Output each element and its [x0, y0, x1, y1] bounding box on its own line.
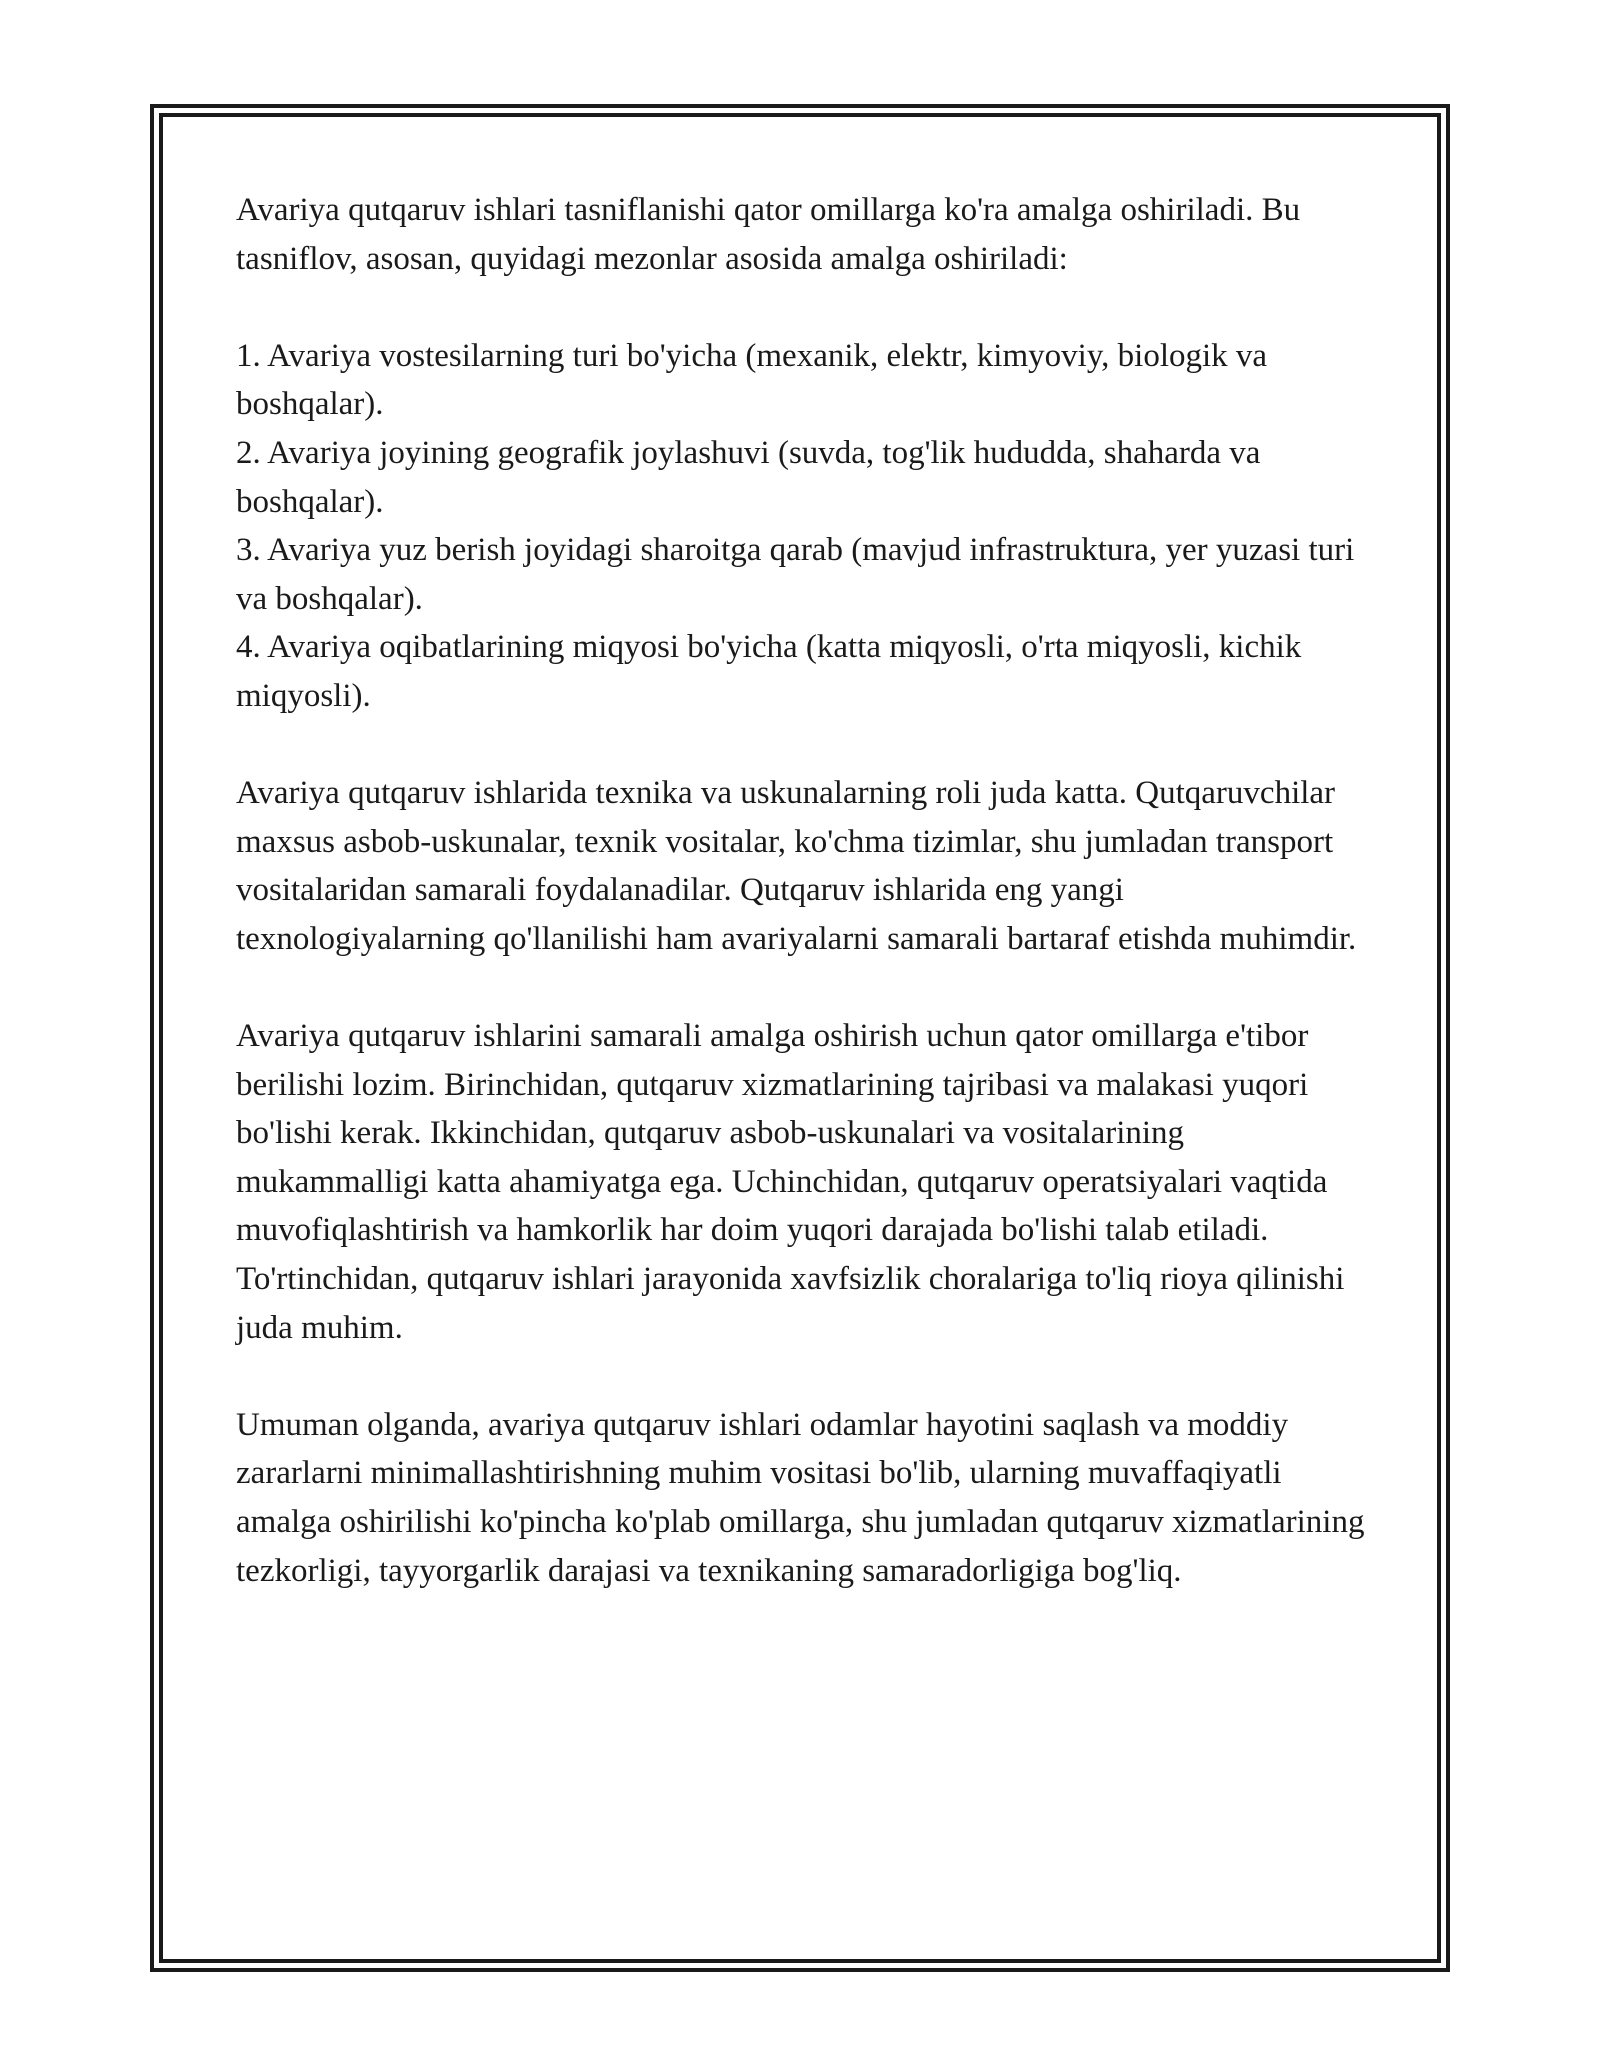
document-body — [236, 186, 1366, 1644]
intro-paragraph: Avariya qutqaruv ishlari tasniflanishi qator omillarga ko'ra amalga oshiriladi. Bu tasniflov, asosan, quyidagi mezonlar asosida amalga oshiriladi: — [236, 192, 1301, 277]
criteria-item-1: 1. Avariya vostesilarning turi bo'yicha (mexanik, elektr, kimyoviy, biologik va boshqalar). — [236, 337, 1268, 423]
criteria-list — [236, 332, 1366, 721]
criteria-item-3: 3. Avariya yuz berish joyidagi sharoitga qarab (mavjud infrastruktura, yer yuzasi turi va boshqalar). — [236, 532, 1355, 617]
factors-paragraph: Avariya qutqaruv ishlarini samarali amalga oshirish uchun qator omillarga e'tibor berilishi lozim. Birinchidan, qutqaruv xizmatlarining tajribasi va malakasi yuqori bo'lishi kerak. Ikkinchidan, qutqaruv asbob-uskunalari va vositalarining mukammalligi katta ahamiyatga ega. Uchinchidan, qutqaruv operatsiyalari vaqtida muvofiqlashtirish va hamkorlik har doim yuqori darajada bo'lishi talab etiladi. To'rtinchidan, qutqaruv ishlari jarayonida xavfsizlik choralariga to'liq rioya qilinishi juda muhim. — [236, 1018, 1345, 1346]
criteria-item-4: 4. Avariya oqibatlarining miqyosi bo'yicha (katta miqyosli, o'rta miqyosli, kichik miqyosli). — [236, 629, 1302, 714]
criteria-item-2: 2. Avariya joyining geografik joylashuvi (suvda, tog'lik hududda, shaharda va boshqalar). — [236, 434, 1261, 520]
conclusion-paragraph: Umuman olganda, avariya qutqaruv ishlari odamlar hayotini saqlash va moddiy zararlarni minimallashtirishning muhim vositasi bo'lib, ularning muvaffaqiyatli amalga oshirilishi ko'pincha ko'plab omillarga, shu jumladan qutqaruv xizmatlarining tezkorligi, tayyorgarlik darajasi va texnikaning samaradorligiga bog'liq. — [236, 1406, 1365, 1589]
technology-paragraph: Avariya qutqaruv ishlarida texnika va uskunalarning roli juda katta. Qutqaruvchilar maxsus asbob-uskunalar, texnik vositalar, ko'chma tizimlar, shu jumladan transport vositalaridan samarali foydalanadilar. Qutqaruv ishlarida eng yangi texnologiyalarning qo'llanilishi ham avariyalarni samarali bartaraf etishda muhimdir. — [236, 775, 1357, 957]
